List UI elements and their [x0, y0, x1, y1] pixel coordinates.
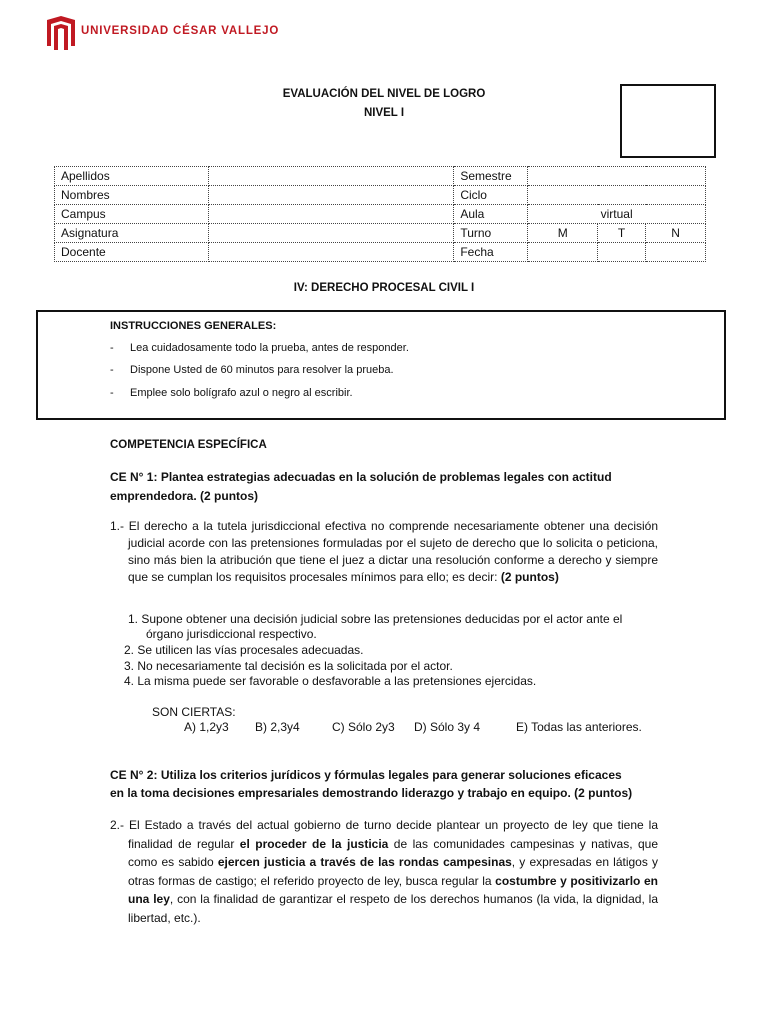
- photo-box[interactable]: [620, 84, 716, 158]
- question-1-number: 1.-: [110, 519, 125, 533]
- turno-t[interactable]: T: [598, 224, 646, 243]
- university-name: UNIVERSIDAD CÉSAR VALLEJO: [81, 25, 280, 37]
- turno-m[interactable]: M: [528, 224, 598, 243]
- fecha-field-2[interactable]: [598, 243, 646, 262]
- aula-label: Aula: [454, 205, 528, 224]
- question-2-bold: costumbre y positivizarlo en una ley: [128, 873, 658, 906]
- son-ciertas-label: SON CIERTAS:: [152, 705, 236, 719]
- instruction-item: - Dispone Usted de 60 minutos para resolver la prueba.: [110, 364, 394, 376]
- apellidos-field[interactable]: [208, 167, 454, 186]
- ce1-label: CE N° 1:: [110, 470, 158, 484]
- university-shield-icon: [45, 16, 77, 50]
- answer-b[interactable]: B) 2,3y4: [255, 720, 300, 734]
- semestre-label: Semestre: [454, 167, 528, 186]
- apellidos-label: Apellidos: [55, 167, 209, 186]
- question-2-text: , y expresadas en látigos y otras formas de castigo; el referido proyecto de ley, busca regular la: [128, 855, 659, 888]
- question-2-text: , con la finalidad de garantizar el respeto de los derechos humanos (la vida, la dignidad, la libertad, etc.).: [128, 892, 658, 925]
- asignatura-field[interactable]: [208, 224, 454, 243]
- fecha-label: Fecha: [454, 243, 528, 262]
- instruction-text: Emplee solo bolígrafo azul o negro al escribir.: [130, 387, 353, 399]
- nombres-label: Nombres: [55, 186, 209, 205]
- question-2-bold: el proceder de la justicia: [239, 836, 389, 851]
- ciclo-label: Ciclo: [454, 186, 528, 205]
- ciclo-field[interactable]: [528, 186, 706, 205]
- option-1: 1. Supone obtener una decisión judicial sobre las pretensiones deducidas por el actor ante el: [128, 612, 623, 626]
- table-row: [55, 224, 706, 243]
- instructions-title: INSTRUCCIONES GENERALES:: [110, 320, 277, 332]
- instructions-box: [36, 310, 726, 420]
- answer-a[interactable]: A) 1,2y3: [184, 720, 229, 734]
- question-2-text: El Estado a través del actual gobierno de turno decide plantear un proyecto de ley que tiene la finalidad de regular: [124, 818, 658, 851]
- table-row: [55, 167, 706, 186]
- option-2: 2. Se utilicen las vías procesales adecuadas.: [124, 643, 364, 657]
- nombres-field[interactable]: [208, 186, 454, 205]
- table-row: [55, 186, 706, 205]
- question-2: [110, 816, 658, 927]
- instruction-item: - Lea cuidadosamente todo la prueba, antes de responder.: [110, 342, 409, 354]
- fecha-field[interactable]: [528, 243, 598, 262]
- campus-label: Campus: [55, 205, 209, 224]
- ce2-label: CE N° 2:: [110, 768, 158, 782]
- ce2-statement: [110, 766, 638, 802]
- competencia-heading: COMPETENCIA ESPECÍFICA: [110, 439, 267, 451]
- ce2-text: Utiliza los criterios jurídicos y fórmulas legales para generar soluciones eficaces en la toma decisiones empresariales demostrando liderazgo y trabajo en equipo. (2 puntos): [110, 768, 633, 800]
- course-title: IV: DERECHO PROCESAL CIVIL I: [293, 282, 475, 294]
- instruction-text: Dispone Usted de 60 minutos para resolver la prueba.: [130, 364, 394, 376]
- ce1-statement: [110, 468, 630, 506]
- ce1-text: Plantea estrategias adecuadas en la solución de problemas legales con actitud emprendedora. (2 puntos): [110, 470, 612, 503]
- question-2-bold: ejercen justicia a través de las rondas campesinas: [217, 855, 512, 869]
- docente-field[interactable]: [208, 243, 454, 262]
- instruction-item: - Emplee solo bolígrafo azul o negro al escribir.: [110, 387, 353, 399]
- page-title: EVALUACIÓN DEL NIVEL DE LOGRO: [282, 88, 486, 100]
- answer-d[interactable]: D) Sólo 3y 4: [414, 720, 481, 734]
- table-row: [55, 205, 706, 224]
- option-4: 4. La misma puede ser favorable o desfavorable a las pretensiones ejercidas.: [124, 674, 537, 688]
- page-subtitle: NIVEL I: [363, 107, 405, 119]
- asignatura-label: Asignatura: [55, 224, 209, 243]
- student-info-table: [54, 166, 706, 262]
- table-row: [55, 243, 706, 262]
- answer-c[interactable]: C) Sólo 2y3: [332, 720, 395, 734]
- university-logo: [45, 16, 285, 52]
- option-1-cont: órgano jurisdiccional respectivo.: [146, 627, 317, 641]
- fecha-field-3[interactable]: [646, 243, 706, 262]
- question-2-number: 2.-: [110, 818, 125, 832]
- semestre-field[interactable]: [528, 167, 706, 186]
- instruction-text: Lea cuidadosamente todo la prueba, antes de responder.: [130, 342, 409, 354]
- answer-e[interactable]: E) Todas las anteriores.: [516, 720, 642, 734]
- aula-value: virtual: [528, 205, 706, 224]
- question-1-text: El derecho a la tutela jurisdiccional efectiva no comprende necesariamente obtener una decisión judicial acorde con las pretensiones formuladas por el sujeto de derecho que lo solicita o peticiona, sino más bien la atribución que tiene el juez a dictar una resolución conforme a derecho y siempre que se cumplan los requisitos procesales mínimos para ello; es decir:: [124, 519, 658, 584]
- question-2-text: de las comunidades campesinas y nativas, que como es sabido: [128, 836, 659, 869]
- question-1: [110, 518, 658, 586]
- question-1-points: (2 puntos): [500, 570, 559, 584]
- option-3: 3. No necesariamente tal decisión es la solicitada por el actor.: [124, 659, 453, 673]
- turno-label: Turno: [454, 224, 528, 243]
- campus-field[interactable]: [208, 205, 454, 224]
- docente-label: Docente: [55, 243, 209, 262]
- turno-n[interactable]: N: [646, 224, 706, 243]
